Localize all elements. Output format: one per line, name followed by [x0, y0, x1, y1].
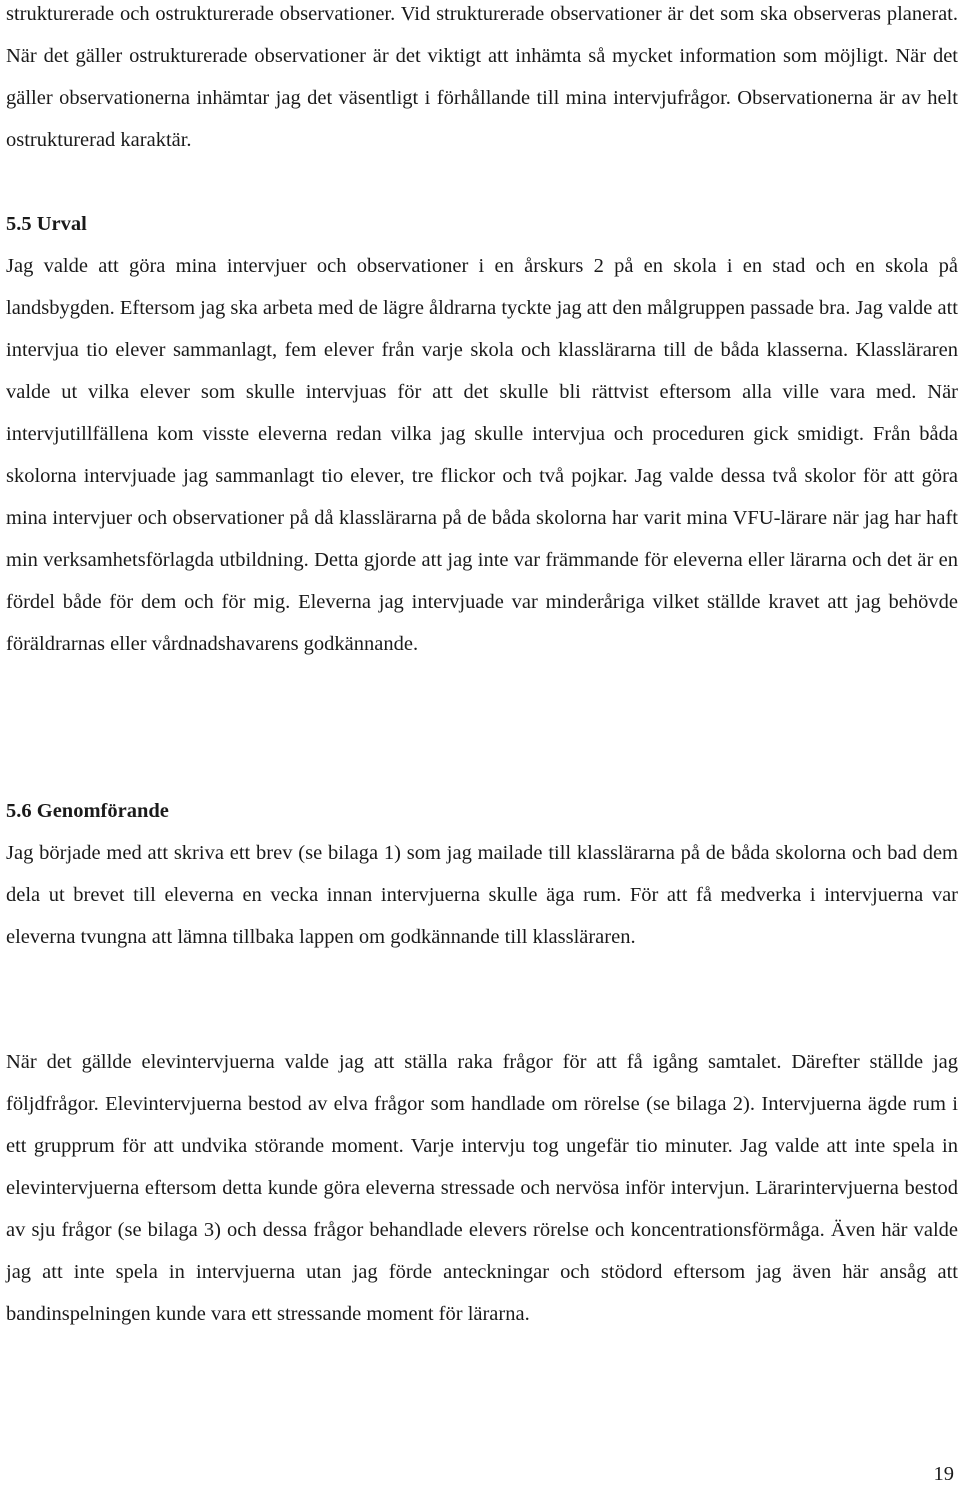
section-heading-urval: 5.5 Urval — [6, 213, 87, 235]
section-heading-genomforande: 5.6 Genomförande — [6, 800, 169, 822]
genomforande-paragraph-1: Jag började med att skriva ett brev (se bilaga 1) som jag mailade till klasslärarna på de båda skolorna och bad dem dela ut brevet till eleverna en vecka innan intervjuerna skulle äga rum. För att få medverka i intervjuerna var eleverna tvungna att lämna tillbaka lappen om godkännande till klassläraren. — [6, 842, 958, 948]
page-number: 19 — [933, 1463, 954, 1485]
genomforande-paragraph-2: När det gällde elevintervjuerna valde jag att ställa raka frågor för att få igång samtalet. Därefter ställde jag följdfrågor. Elevintervjuerna bestod av elva frågor som handlade om rörelse (se bilaga 2). Intervjuerna ägde rum i ett grupprum för att undvika störande moment. Varje intervju tog ungefär tio minuter. Jag valde att inte spela in elevintervjuerna eftersom detta kunde göra eleverna stressade och nervösa inför intervjun. Lärarintervjuerna bestod av sju frågor (se bilaga 3) och dessa frågor behandlade elevers rörelse och koncentrationsförmåga. Även här valde jag att inte spela in intervjuerna utan jag förde anteckningar och stödord eftersom jag även här ansåg att bandinspelningen kunde vara ett stressande moment för lärarna. — [6, 1051, 958, 1325]
intro-paragraph: strukturerade och ostrukturerade observationer. Vid strukturerade observationer är det som ska observeras planerat. När det gäller ostrukturerade observationer är det viktigt att inhämta så mycket information som möjligt. När det gäller observationerna inhämtar jag det väsentligt i förhållande till mina intervjufrågor. Observationerna är av helt ostrukturerad karaktär. — [6, 3, 958, 151]
urval-paragraph: Jag valde att göra mina intervjuer och observationer i en årskurs 2 på en skola i en stad och en skola på landsbygden. Eftersom jag ska arbeta med de lägre åldrarna tyckte jag att den målgruppen passade bra. Jag valde att intervjua tio elever sammanlagt, fem elever från varje skola och klasslärarna till de båda klasserna. Klassläraren valde ut vilka elever som skulle intervjuas för att det skulle bli rättvist eftersom alla ville vara med. När intervjutillfällena kom visste eleverna redan vilka jag skulle intervjua och proceduren gick smidigt. Från båda skolorna intervjuade jag sammanlagt tio elever, tre flickor och två pojkar. Jag valde dessa två skolor för att göra mina intervjuer och observationer på då klasslärarna på de båda skolorna har varit mina VFU-lärare när jag har haft min verksamhetsförlagda utbildning. Detta gjorde att jag inte var främmande för eleverna eller lärarna och det är en fördel både för dem och för mig. Eleverna jag intervjuade var minderåriga vilket ställde kravet att jag behövde föräldrarnas eller vårdnadshavarens godkännande. — [6, 255, 958, 655]
